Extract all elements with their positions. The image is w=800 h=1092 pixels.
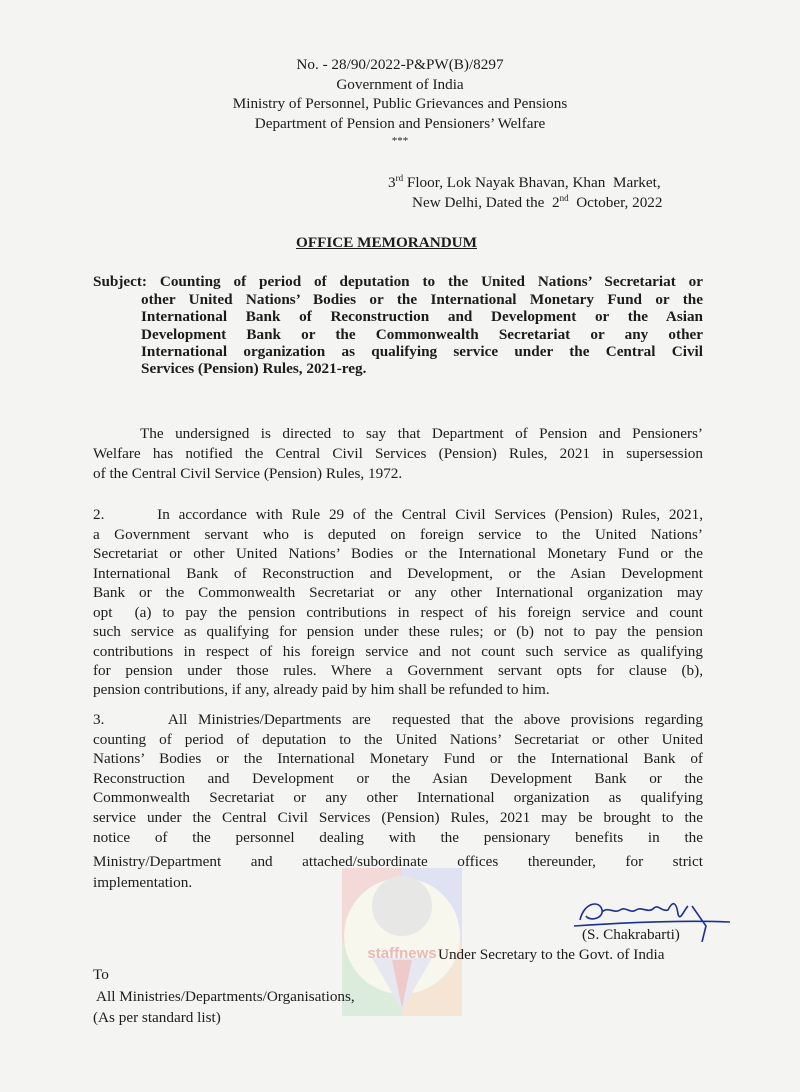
- para2-line: Secretariat or other United Nations’ Bodies or the International Monetary Fund or the: [93, 545, 703, 562]
- to-label: To: [93, 966, 109, 983]
- svg-text:staffnews: staffnews: [367, 945, 437, 962]
- subject-line: International organization as qualifying service under the Central Civil: [141, 343, 703, 360]
- para2-line: such service as qualifying for pension under these rules; or (b) not to pay the pension: [93, 623, 703, 640]
- para1-line: Welfare has notified the Central Civil Services (Pension) Rules, 2021 in supersession: [93, 445, 703, 462]
- file-number: No. - 28/90/2022-P&PW(B)/8297: [296, 56, 504, 73]
- staffnews-watermark-logo: [342, 868, 462, 1016]
- para3-line: Reconstruction and Development or the Asian Development Bank or the: [93, 770, 703, 787]
- govt-line: Government of India: [336, 76, 464, 93]
- subject-line: Services (Pension) Rules, 2021-reg.: [141, 360, 367, 377]
- para2-line: International Bank of Reconstruction and Development, or the Asian Development: [93, 565, 703, 582]
- date-prefix: New Delhi, Dated the 2: [412, 194, 560, 211]
- address-rest: Floor, Lok Nayak Bhavan, Khan Market,: [403, 174, 661, 191]
- para2-line: for pension under those rules. Where a Government servant opts for clause (b),: [93, 662, 703, 679]
- para3-line: Commonwealth Secretariat or any other International organization as qualifying: [93, 789, 703, 806]
- subject-line: other United Nations’ Bodies or the International Monetary Fund or the: [141, 291, 703, 308]
- memo-title: OFFICE MEMORANDUM: [296, 234, 477, 251]
- address-line-1: [388, 174, 661, 192]
- para3-line: notice of the personnel dealing with the pensionary benefits in the: [93, 829, 703, 846]
- para3-line: service under the Central Civil Services (Pension) Rules, 2021 may be brought to the: [93, 809, 703, 826]
- signatory-name: (S. Chakrabarti): [582, 926, 680, 943]
- signatory-designation: Under Secretary to the Govt. of India: [438, 946, 665, 963]
- para3-line: 3. All Ministries/Departments are requested that the above provisions regarding: [93, 711, 703, 728]
- para2-line: a Government servant who is deputed on foreign service to the United Nations’: [93, 526, 703, 543]
- para2-line: 2. In accordance with Rule 29 of the Central Civil Services (Pension) Rules, 2021,: [93, 506, 703, 523]
- para3-line: implementation.: [93, 874, 193, 891]
- recipients-line-1: All Ministries/Departments/Organisations,: [96, 988, 355, 1005]
- para3-line: Nations’ Bodies or the International Monetary Fund or the International Bank of: [93, 750, 703, 767]
- para1-line: The undersigned is directed to say that Department of Pension and Pensioners’: [140, 425, 703, 442]
- day-sup: nd: [559, 192, 569, 203]
- para2-line: pension contributions, if any, already paid by him shall be refunded to him.: [93, 681, 550, 698]
- para3-line: Ministry/Department and attached/subordinate offices thereunder, for strict: [93, 853, 703, 870]
- floor-number: 3: [388, 174, 396, 191]
- date-rest: October, 2022: [568, 194, 663, 211]
- para1-line: of the Central Civil Service (Pension) Rules, 1972.: [93, 465, 403, 482]
- para2-line: opt (a) to pay the pension contributions in respect of his foreign service and count: [93, 604, 703, 621]
- department-line: Department of Pension and Pensioners’ Welfare: [254, 115, 546, 132]
- subject-line: Subject: Counting of period of deputation to the United Nations’ Secretariat or: [93, 273, 703, 290]
- separator: ***: [391, 135, 409, 147]
- subject-line: International Bank of Reconstruction and Development or the Asian: [141, 308, 703, 325]
- para2-line: Bank or the Commonwealth Secretariat or any other International organization may: [93, 584, 703, 601]
- recipients-line-2: (As per standard list): [93, 1009, 221, 1026]
- para2-line: contributions in respect of his foreign service and not count such service as qualifying: [93, 643, 703, 660]
- date-line: [412, 194, 663, 212]
- ministry-line: Ministry of Personnel, Public Grievances and Pensions: [232, 95, 568, 112]
- floor-sup: rd: [395, 172, 404, 183]
- subject-line: Development Bank or the Commonwealth Secretariat or any other: [141, 326, 703, 343]
- para3-line: counting of period of deputation to the United Nations’ Secretariat or other United: [93, 731, 703, 748]
